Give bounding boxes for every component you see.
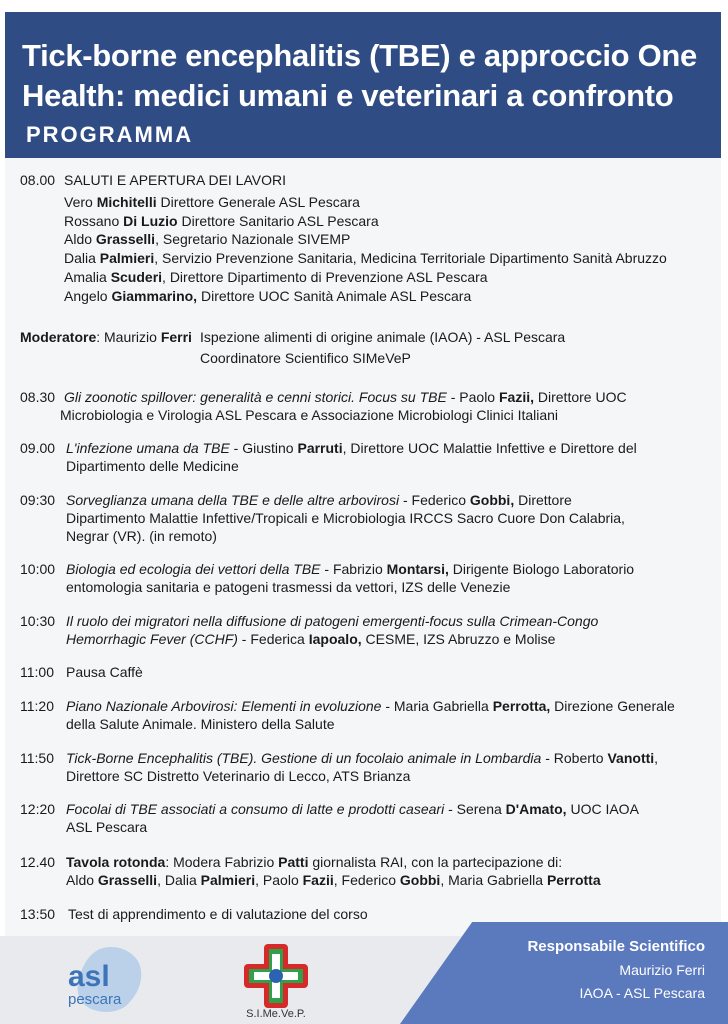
session-topic: Sorveglianza umana della TBE e delle altre arbovirosi [66,492,400,508]
roundtable-time: 12.40 [20,854,56,870]
speaker-line [64,231,350,248]
speaker-first: Vero [64,194,97,210]
session-line-1 [66,492,572,509]
cross-emblem [244,944,308,1008]
session-sep: - Giustino [229,440,298,456]
speaker-line [64,269,488,286]
session-role-cont: Dipartimento delle Medicine [66,458,239,474]
resp-org: IAOA - ASL Pescara [579,985,705,1001]
session-time: 11:00 [20,664,54,680]
session-time: 11:20 [20,698,54,714]
participant-last: Palmieri [200,872,256,888]
session-sep: - Roberto [541,750,608,766]
participant-last: Grasselli [97,872,158,888]
session-time: 08.30 [20,389,56,405]
speaker-last: Di Luzio [123,212,178,229]
resp-name: Maurizio Ferri [619,962,705,978]
speaker-first: Aldo [64,231,96,248]
speaker-line [64,213,379,230]
session-line-2 [66,716,335,733]
session-role: CESME, IZS Abruzzo e Molise [361,631,556,647]
moderator-role-1: Ispezione alimenti di origine animale (IAOA) - ASL Pescara [200,329,566,345]
speaker-last: Scuderi [110,268,163,285]
moderator-first: : Maurizio [96,329,157,345]
session-speaker: Vanotti [607,750,655,766]
opening-title: SALUTI E APERTURA DEI LAVORI [64,172,286,188]
speaker-line [64,194,360,211]
session-sep: - Federica [237,631,309,647]
session-line-1 [66,561,634,578]
title-line-2: Health: medici umani e veterinari a confronto [22,78,674,113]
participant-last: Gobbi [399,872,441,888]
session-role-cont: ASL Pescara [66,819,148,835]
session-line-2 [66,510,625,527]
speaker-last: Palmieri [99,250,155,267]
test-text: Test di apprendimento e di valutazione del corso [68,906,368,922]
session-role-cont: Dipartimento Malattie Infettive/Tropicali e Microbiologia IRCCS Sacro Cuore Don Calabria, [66,510,625,526]
session-time: 10:30 [20,613,56,629]
speaker-first: Angelo [64,287,112,304]
participant-sep: , [440,872,449,888]
session-topic: Il ruolo dei migratori nella diffusione di patogeni emergenti-focus sulla Crimean-Congo [66,613,599,629]
speaker-first: Dalia [64,250,100,267]
session-topic: Focolai di TBE associati a consumo di latte e prodotti caseari [66,801,445,817]
session-role-cont: entomologia sanitaria e patogeni trasmessi da vettori, IZS delle Venezie [66,579,511,595]
session-line-1 [66,801,639,818]
speaker-line [64,250,667,267]
participant-first: Dalia [164,872,201,888]
participant-first: Federico [341,872,400,888]
session-line-2 [66,631,555,648]
session-role-cont: della Salute Animale. Ministero della Salute [66,716,335,732]
speaker-role: , Direttore Dipartimento di Prevenzione ASL Pescara [162,268,488,285]
session-speaker: Perrotta, [492,698,551,714]
session-role: UOC IAOA [566,801,639,817]
session-speaker: D'Amato, [505,801,567,817]
speaker-role: Direttore UOC Sanità Animale ASL Pescara [197,287,472,304]
session-speaker: Gobbi, [469,492,515,508]
participant-last: Fazii [302,872,334,888]
session-role: , Direttore UOC Malattie Infettive e Direttore del [342,440,637,456]
moderator-last: Ferri [160,329,192,345]
session-time: 09:30 [20,492,56,508]
session-time: 09.00 [20,440,56,456]
session-role: Dirigente Biologo Laboratorio [448,561,635,577]
session-speaker: Iapoalo, [308,631,362,647]
participant-first: Aldo [66,872,98,888]
page-title [22,36,712,116]
session-role-cont: Direttore SC Distretto Veterinario di Lecco, ATS Brianza [66,768,411,784]
speaker-first: Amalia [64,268,111,285]
session-topic: Tick-Borne Encephalitis (TBE). Gestione di un focolaio animale in Lombardia [66,750,542,766]
resp-title: Responsabile Scientifico [527,938,705,955]
session-line-2 [60,407,558,424]
roundtable-line-1 [66,854,562,871]
program-heading: PROGRAMMA [26,122,194,147]
speaker-line [64,288,471,305]
session-time: 10:00 [20,561,56,577]
session-line-2 [66,458,239,475]
session-line-1 [66,613,598,630]
session-time: 12:20 [20,801,56,817]
speaker-role: , Segretario Nazionale SIVEMP [155,231,351,248]
speaker-role: Direttore Sanitario ASL Pescara [177,212,379,229]
session-line-2 [66,768,410,785]
session-line-1 [66,440,637,457]
participant-first: Maria Gabriella [448,872,547,888]
asl-pescara-logo [48,944,148,1016]
logo-pescara-text: pescara [68,991,122,1008]
session-speaker: Montarsi, [386,561,449,577]
session-topic-cont: Hemorrhagic Fever (CCHF) [66,631,238,647]
speaker-role: , Servizio Prevenzione Sanitaria, Medicina Territoriale Dipartimento Sanità Abruzzo [154,250,667,267]
session-sep: - Federico [399,492,470,508]
session-role-cont: Microbiologia e Virologia ASL Pescara e Associazione Microbiologi Clinici Italiani [60,407,559,423]
moderator-line-1 [20,329,192,346]
title-line-1: Tick-borne encephalitis (TBE) e approccio One [22,38,697,73]
speaker-first: Rossano [64,212,124,229]
roundtable-moderator: Patti [278,854,309,870]
moderator-label: Moderatore [20,329,97,345]
session-speaker: Parruti [297,440,343,456]
session-time: 11:50 [20,750,54,766]
session-line-1 [64,389,627,406]
session-topic: L'infezione umana da TBE [66,440,230,456]
session-topic: Gli zoonotic spillover: generalità e cenni storici. Focus su TBE [64,389,447,405]
participant-first: Paolo [262,872,303,888]
roundtable-label: Tavola rotonda [66,854,166,870]
session-sep: - Fabrizio [320,561,387,577]
roundtable-text-1: : Modera Fabrizio [165,854,279,870]
session-role: , [654,750,659,766]
logo-asl-text: asl [68,960,110,993]
test-time: 13:50 [20,906,56,922]
session-line-1 [66,750,658,767]
participant-sep: , [255,872,263,888]
moderator-role-2: Coordinatore Scientifico SIMeVeP [200,350,411,366]
speaker-last: Michitelli [96,194,157,210]
participant-sep: , [157,872,165,888]
session-topic: Biologia ed ecologia dei vettori della TBE [66,561,321,577]
session-speaker: Fazii, [498,389,534,405]
session-line-1 [66,698,675,715]
participant-last: Perrotta [546,872,601,888]
speaker-last: Grasselli [95,231,156,248]
session-sep: - Serena [444,801,506,817]
session-line-2 [66,579,510,596]
session-line-2 [66,819,147,836]
opening-time: 08.00 [20,172,56,188]
session-line-1 [66,664,143,681]
session-role: Direzione Generale [550,698,675,714]
session-role: Direttore [514,492,572,508]
session-line-3: Negrar (VR). (in remoto) [66,528,217,544]
simevep-label: S.I.Me.Ve.P. [246,1008,306,1020]
roundtable-participants [66,872,601,889]
speaker-last: Giammarino, [111,287,198,304]
speaker-role: Direttore Generale ASL Pescara [156,194,360,210]
session-role: Direttore UOC [534,389,627,405]
roundtable-text-2: giornalista RAI, con la partecipazione di: [308,854,563,870]
participant-sep: , [333,872,342,888]
session-sep: - Maria Gabriella [381,698,493,714]
session-text: Pausa Caffè [66,664,143,680]
session-sep: - Paolo [446,389,499,405]
session-topic: Piano Nazionale Arbovirosi: Elementi in evoluzione [66,698,382,714]
